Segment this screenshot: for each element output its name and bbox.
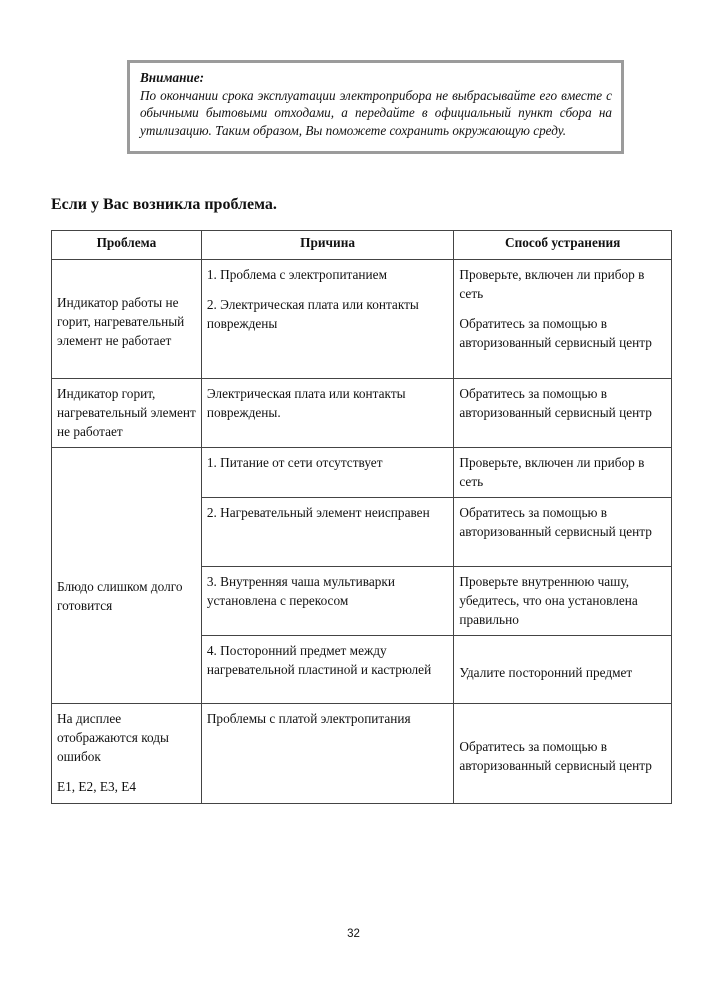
cause-text: 1. Питание от сети отсутствует [206, 455, 383, 470]
problem-text: Блюдо слишком долго готовится [57, 578, 183, 613]
table-row [52, 704, 672, 804]
cause-text: Электрическая плата или контакты повреждены. [206, 386, 406, 420]
solution-text: Удалите посторонний предмет [459, 664, 633, 680]
problem-text: Индикатор работы не горит, нагревательный элемент не работает [57, 295, 185, 348]
cause-cell [201, 704, 454, 804]
problem-cell [52, 448, 202, 704]
problem-text: На дисплее отображаются коды ошибок [57, 711, 169, 764]
table-row [52, 260, 672, 379]
problem-cell [52, 260, 202, 379]
cause-cell [201, 498, 454, 567]
cause-cell [201, 260, 454, 379]
solution-cell [454, 260, 672, 379]
cause-text: 3. Внутренняя чаша мультиварки установлена с перекосом [206, 574, 395, 608]
header-cause: Причина [201, 231, 454, 260]
problem-cell [52, 379, 202, 448]
section-title: Если у Вас возникла проблема. [51, 196, 277, 213]
header-solution: Способ устранения [454, 231, 672, 260]
solution-cell [454, 448, 672, 498]
cause-cell [201, 448, 454, 498]
solution-text: Проверьте внутреннюю чашу, убедитесь, что она установлена правильно [459, 574, 638, 627]
solution-cell [454, 379, 672, 448]
solution-text: Обратитесь за помощью в авторизованный сервисный центр [459, 739, 652, 773]
solution-cell [454, 636, 672, 704]
solution-cell [454, 704, 672, 804]
disposal-notice [127, 60, 624, 154]
solution-text: Обратитесь за помощью в авторизованный сервисный центр [459, 386, 652, 420]
solution-cell [454, 567, 672, 636]
problem-cell [52, 704, 202, 804]
cause-text: 1. Проблема с электропитанием [206, 267, 387, 282]
cause-text: Проблемы с платой электропитания [206, 711, 411, 726]
table-row [52, 379, 672, 448]
cause-text: 4. Посторонний предмет между нагревательной пластиной и кастрюлей [206, 643, 432, 677]
cause-cell [201, 379, 454, 448]
notice-text: По окончании срока эксплуатации электроприбора не выбрасывайте его вместе с обычными бытовыми отходами, а передайте в официальный пункт сбора на утилизацию. Таким образом, Вы поможете сохранить окружающую среду. [140, 87, 612, 138]
solution-text: Обратитесь за помощью в авторизованный сервисный центр [459, 505, 652, 539]
problem-text: Индикатор горит, нагревательный элемент не работает [57, 386, 196, 439]
solution-text: Обратитесь за помощью в авторизованный сервисный центр [459, 316, 652, 350]
cause-text: 2. Нагревательный элемент неисправен [206, 505, 430, 520]
table-row [52, 448, 672, 498]
header-problem: Проблема [52, 231, 202, 260]
notice-title: Внимание: [140, 70, 204, 85]
solution-cell [454, 498, 672, 567]
error-codes-text: E1, E2, E3, E4 [57, 779, 137, 794]
solution-text: Проверьте, включен ли прибор в сеть [459, 267, 645, 301]
cause-text: 2. Электрическая плата или контакты повреждены [206, 297, 419, 331]
page-number: 32 [347, 928, 360, 940]
cause-cell [201, 636, 454, 704]
table-header-row [52, 231, 672, 260]
troubleshooting-table [51, 230, 672, 804]
solution-text: Проверьте, включен ли прибор в сеть [459, 455, 645, 489]
cause-cell [201, 567, 454, 636]
